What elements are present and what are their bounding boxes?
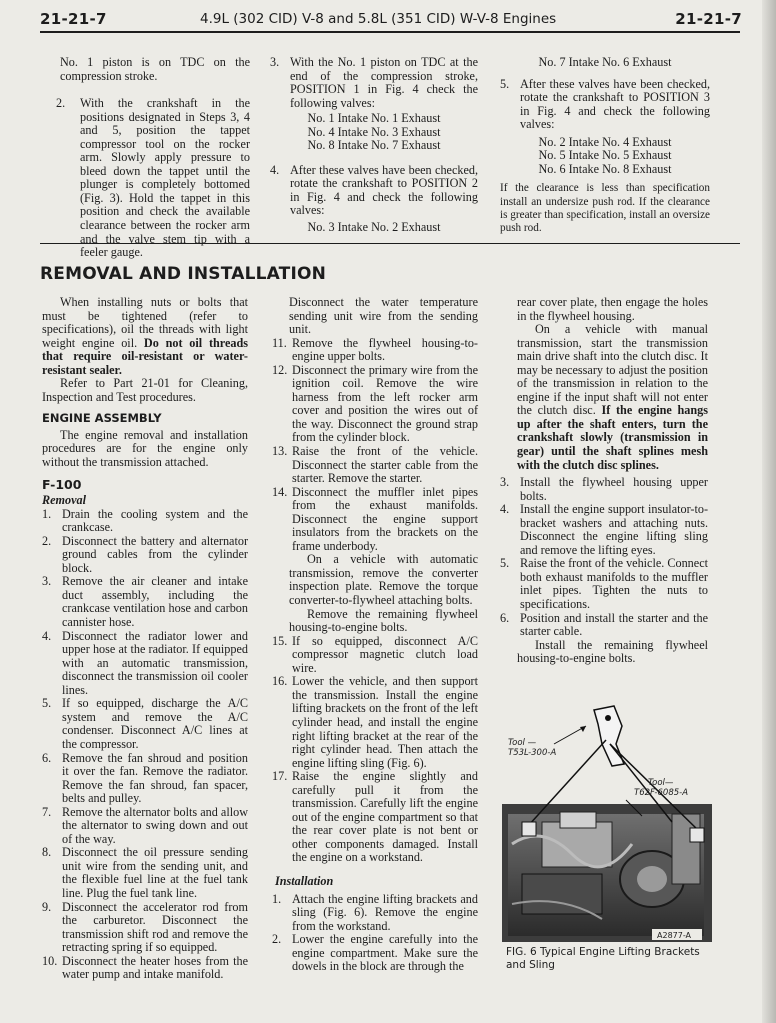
clearance-note: If the clearance is less than specification install an undersize push rod. If the clearance is greater than specification, install an oversize push rod. bbox=[500, 182, 710, 234]
list-item: 5. If so equipped, discharge the A/C system and remove the A/C condenser. Disconnect A/C lines at the compressor. bbox=[42, 696, 248, 751]
list-item: 15. If so equipped, disconnect A/C compressor magnetic clutch load wire. bbox=[272, 633, 478, 675]
paragraph: Refer to Part 21-01 for Cleaning, Inspection and Test procedures. bbox=[42, 376, 248, 404]
top-column-1 bbox=[56, 55, 250, 260]
header-rule bbox=[40, 31, 740, 33]
list-item: 3. With the No. 1 piston on TDC at the end of the compression stroke, POSITION 1 in Fig. 4 check the following valves: bbox=[270, 55, 478, 110]
paragraph: Remove the remaining flywheel housing-to-engine bolts. bbox=[289, 606, 478, 635]
engine-lifting-figure bbox=[502, 704, 712, 942]
list-item: 2. Lower the engine carefully into the engine compartment. Make sure the dowels in the block are through the bbox=[272, 932, 478, 974]
paragraph: Install the remaining flywheel housing-to-engine bolts. bbox=[517, 637, 708, 666]
section-rule bbox=[40, 243, 740, 244]
valve-list: No. 1 Intake No. 1 Exhaust No. 4 Intake No. 3 Exhaust No. 8 Intake No. 7 Exhaust bbox=[307, 111, 441, 153]
paragraph: No. 1 piston is on TDC on the compression stroke. bbox=[60, 55, 250, 83]
page-number-left: 21-21-7 bbox=[40, 10, 107, 28]
tool-label-1: Tool — T53L-300-A bbox=[508, 738, 557, 758]
list-item: 4. Disconnect the radiator lower and upper hose at the radiator. If equipped with an automatic transmission, disconnect the transmission oil cooler lines. bbox=[42, 628, 248, 697]
list-item: 13. Raise the front of the vehicle. Disconnect the starter cable from the starter. Remove the starter. bbox=[272, 444, 478, 486]
page-edge-shadow bbox=[762, 0, 776, 1023]
subheading-f100: F-100 bbox=[42, 476, 82, 492]
paragraph: rear cover plate, then engage the holes in the flywheel housing. bbox=[517, 295, 708, 323]
valve-list: No. 2 Intake No. 4 Exhaust No. 5 Intake No. 5 Exhaust No. 6 Intake No. 8 Exhaust bbox=[538, 134, 672, 176]
list-item: 2. With the crankshaft in the positions designated in Steps 3, 4 and 5, position the tappet compressor tool on the rocker arm. Slowly apply pressure to bleed down the tappet until the plunger is completely bottomed (Fig. 3). Hold the tappet in this position and check the available clearance between the rocker arm and the valve stem tip with a feeler gauge. bbox=[56, 96, 250, 260]
paragraph: Disconnect the water temperature sending unit wire from the sending unit. bbox=[289, 295, 478, 337]
top-column-3 bbox=[500, 56, 710, 235]
paragraph: The engine removal and installation procedures are for the engine only without the transmission attached. bbox=[42, 427, 248, 470]
figure-caption: FIG. 6 Typical Engine Lifting Brackets and Sling bbox=[506, 946, 700, 971]
list-item: 11. Remove the flywheel housing-to-engine upper bolts. bbox=[272, 335, 478, 364]
list-item: 1. Attach the engine lifting brackets and sling (Fig. 6). Remove the engine from the workstand. bbox=[272, 891, 478, 933]
list-item: 8. Disconnect the oil pressure sending unit wire from the sending unit, and the flexible fuel line at the fuel tank line. Plug the fuel tank line. bbox=[42, 845, 248, 900]
list-item: 14. Disconnect the muffler inlet pipes from the exhaust manifolds. Disconnect the engine support insulators from the brackets on the frame underbody. bbox=[272, 484, 478, 553]
list-item: 6. Remove the fan shroud and position it over the fan. Remove the radiator. Remove the fan shroud, fan spacer, belts and pulley. bbox=[42, 750, 248, 806]
header-title: 4.9L (302 CID) V-8 and 5.8L (351 CID) W-V-8 Engines bbox=[200, 11, 557, 27]
paragraph: On a vehicle with manual transmission, start the transmission main drive shaft into the clutch disc. It may be necessary to adjust the position of the transmission in relation to the engine if the input shaft will not enter the clutch disc. If the engine hangs up after the shaft enters, turn the crankshaft slowly (transmission in gear) until the shaft splines mesh with the clutch disc splines. bbox=[517, 322, 708, 472]
paragraph: On a vehicle with automatic transmission, remove the converter inspection plate. Remove the torque converter-to-flywheel attaching bolts. bbox=[289, 552, 478, 608]
top-column-2 bbox=[270, 56, 478, 235]
subheading-removal: Removal bbox=[42, 493, 87, 508]
list-item: 16. Lower the vehicle, and then support the transmission. Install the engine lifting brackets on the front of the left cylinder head, and install the engine right lifting bracket at the rear of the right cylinder head. Then attach the engine lifting sling (Fig. 6). bbox=[272, 674, 478, 770]
valve-list: No. 7 Intake No. 6 Exhaust bbox=[538, 55, 672, 69]
subheading-installation: Installation bbox=[275, 873, 334, 888]
list-item: 4. Install the engine support insulator-to-bracket washers and attaching nuts. Disconnect the engine lifting sling and remove the lifting eyes. bbox=[500, 502, 708, 557]
valve-list: No. 3 Intake No. 2 Exhaust bbox=[307, 220, 441, 235]
list-item: 12. Disconnect the primary wire from the ignition coil. Remove the wire harness from the left rocker arm cover and position the wires out of the way. Disconnect the ground strap from the cylinder block. bbox=[272, 362, 478, 445]
list-item: 2. Disconnect the battery and alternator ground cables from the cylinder block. bbox=[42, 533, 248, 575]
figure-code: A2877-A bbox=[657, 931, 692, 940]
main-column-3 bbox=[500, 296, 708, 666]
page-number-right: 21-21-7 bbox=[675, 10, 742, 28]
list-item: 10. Disconnect the heater hoses from the water pump and intake manifold. bbox=[42, 953, 248, 982]
subheading-engine-assembly: ENGINE ASSEMBLY bbox=[42, 411, 162, 426]
list-item: 7. Remove the alternator bolts and allow the alternator to swing down and out of the way. bbox=[42, 804, 248, 846]
list-item: 6. Position and install the starter and the starter cable. bbox=[500, 610, 708, 639]
main-column-2 bbox=[272, 296, 478, 974]
list-item: 5. After these valves have been checked, rotate the crankshaft to POSITION 3 in Fig. 4 and check the following valves: bbox=[500, 76, 710, 132]
list-item: 17. Raise the engine slightly and carefully pull it from the transmission. Carefully lift the engine out of the engine compartment so that the rear cover plate is not bent or other components damaged. Install the engine on a workstand. bbox=[272, 769, 478, 865]
tool-label-2: Tool— T62F-6085-A bbox=[634, 778, 689, 798]
list-item: 3. Install the flywheel housing upper bolts. bbox=[500, 475, 708, 503]
section-title: REMOVAL AND INSTALLATION bbox=[40, 264, 327, 284]
intro-paragraph: When installing nuts or bolts that must be tightened (refer to specifications), oil the threads with light weight engine oil. Do not oil threads that require oil-resistant or water-resistant sealer. bbox=[42, 295, 248, 377]
list-item: 1. Drain the cooling system and the crankcase. bbox=[42, 506, 248, 535]
list-item: 4. After these valves have been checked, rotate the crankshaft to POSITION 2 in Fig. 4 and check the following valves: bbox=[270, 162, 478, 218]
list-item: 9. Disconnect the accelerator rod from the carburetor. Disconnect the transmission shift rod and remove the retracting spring if so equipped. bbox=[42, 899, 248, 955]
main-column-1 bbox=[42, 296, 248, 982]
list-item: 3. Remove the air cleaner and intake duct assembly, including the crankcase ventilation hose and carbon cannister hose. bbox=[42, 574, 248, 630]
list-item: 5. Raise the front of the vehicle. Connect both exhaust manifolds to the muffler inlet pipes. Tighten the nuts to specifications. bbox=[500, 556, 708, 612]
